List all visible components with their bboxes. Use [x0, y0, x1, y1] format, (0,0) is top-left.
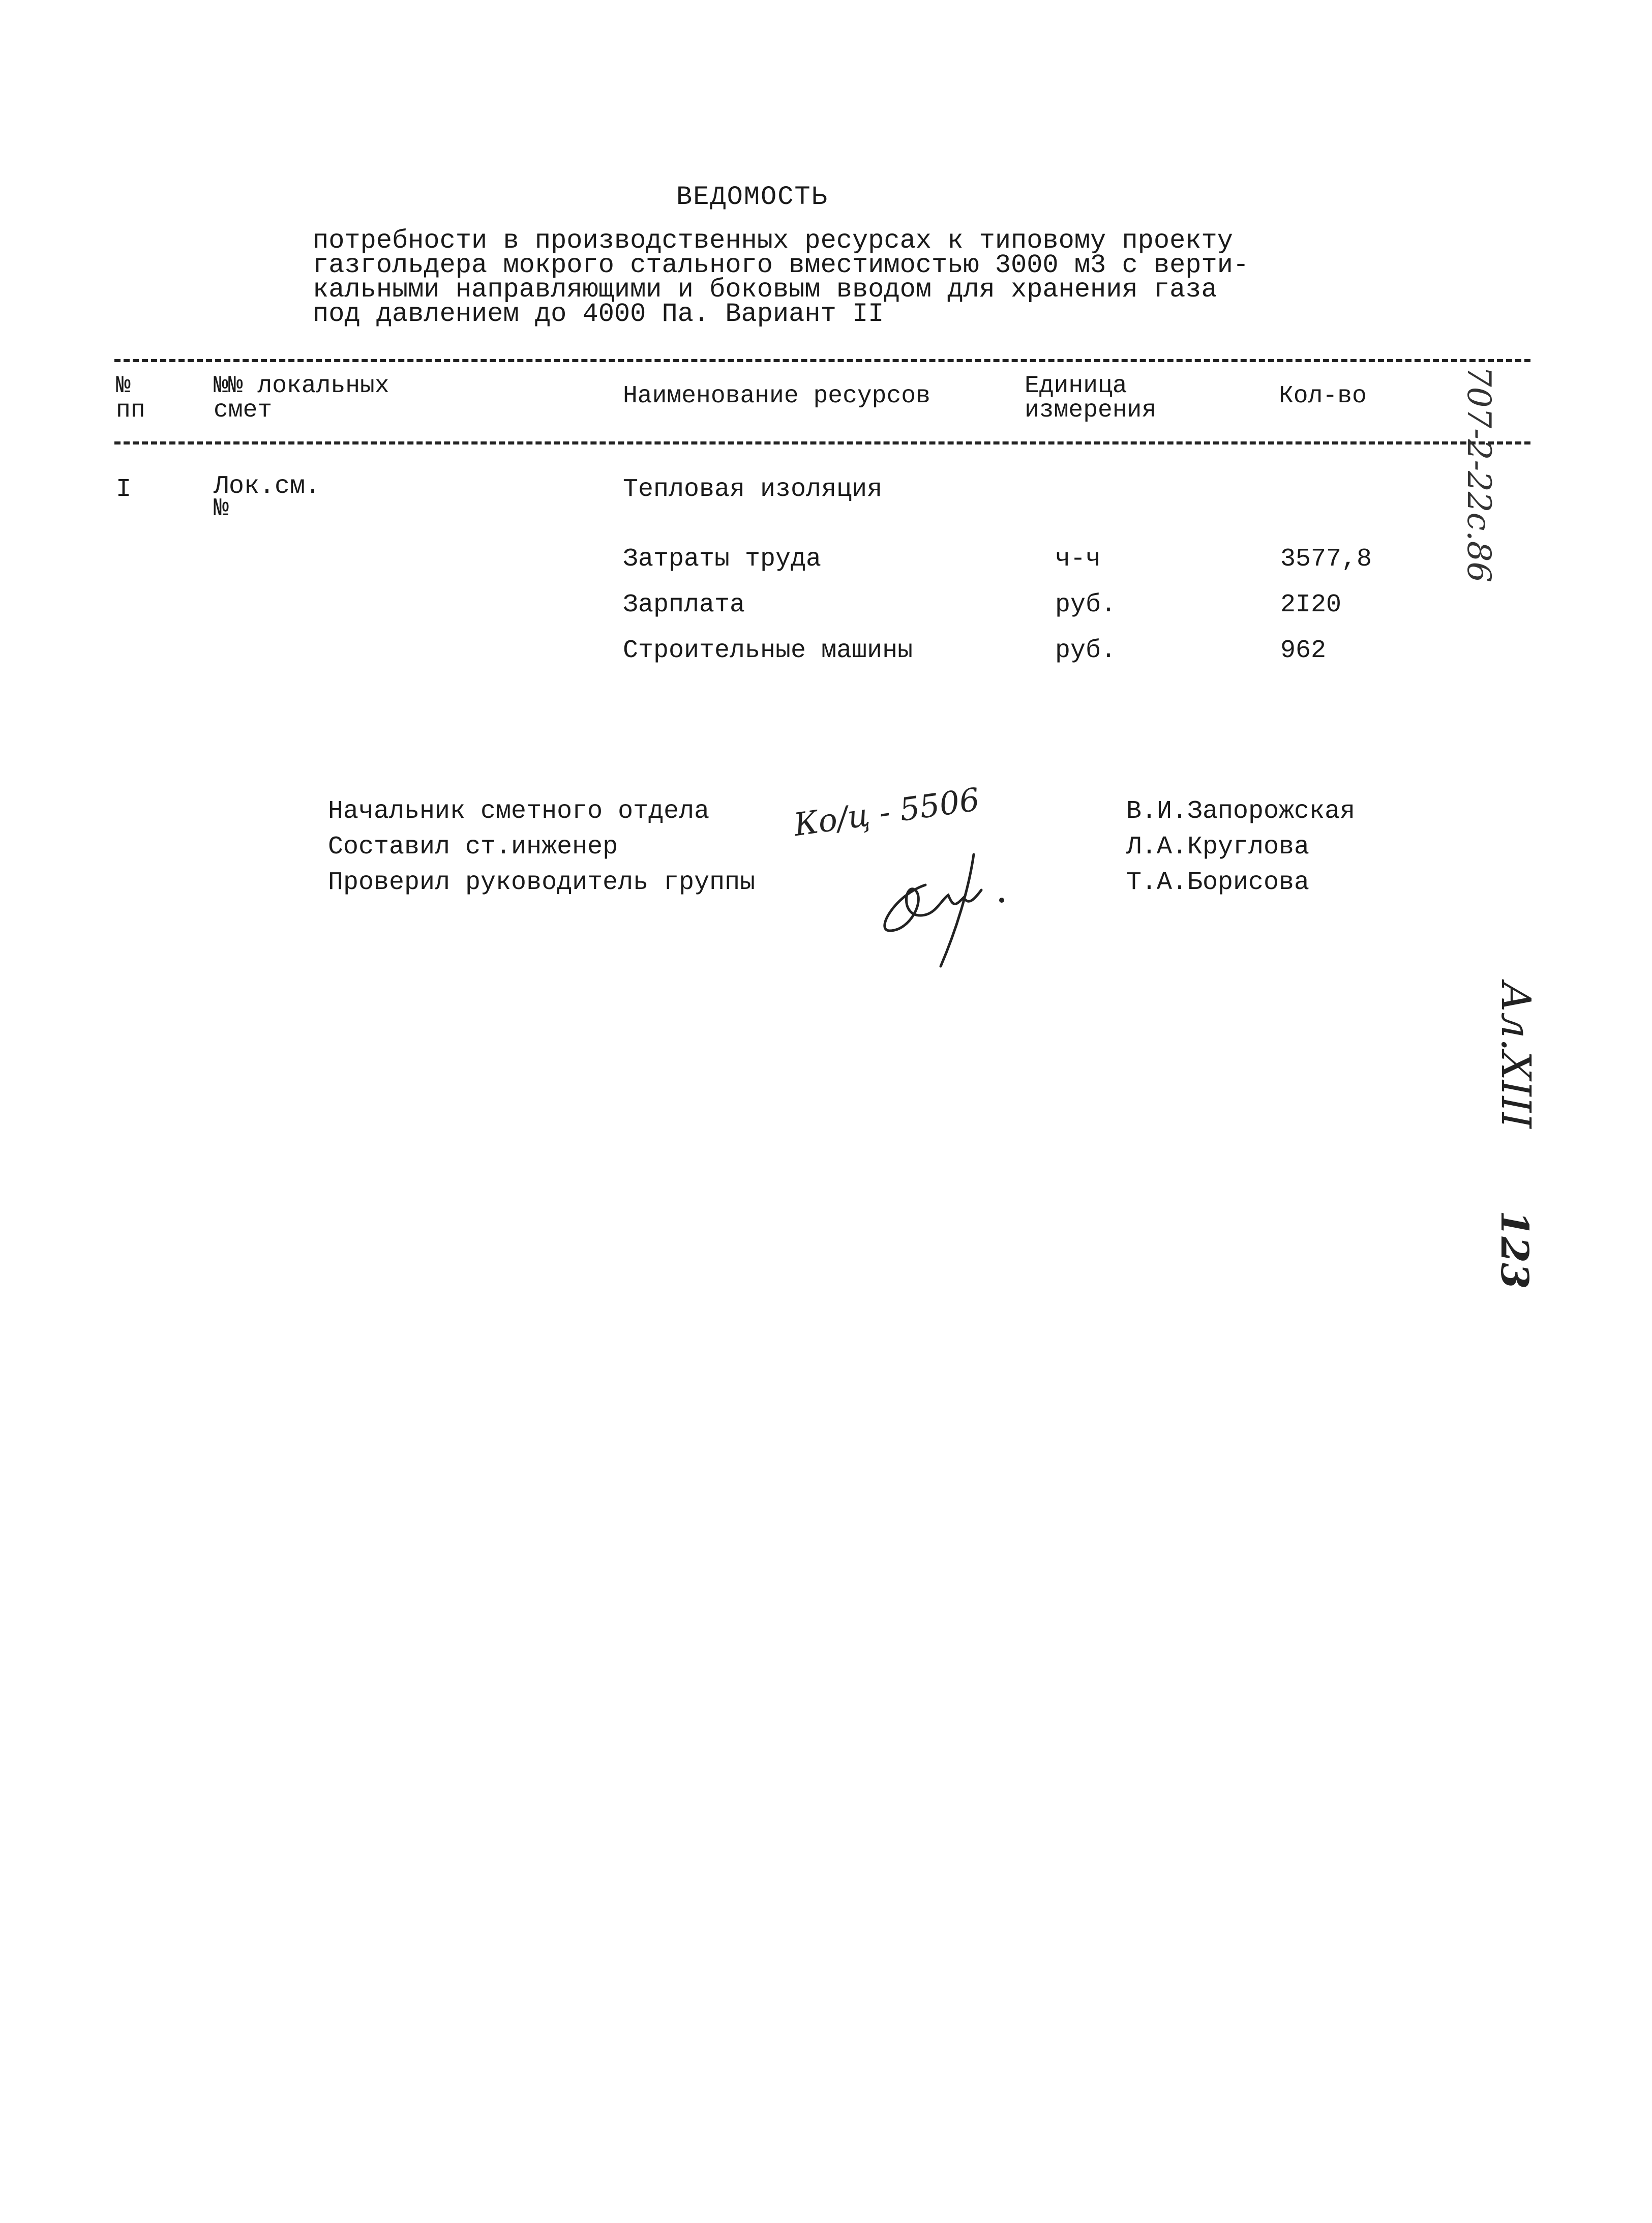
header-resource-name: Наименование ресурсов: [623, 382, 930, 410]
item-quantity: 962: [1280, 636, 1327, 665]
document-title: ВЕДОМОСТЬ: [676, 182, 828, 212]
header-num: № пп: [116, 372, 145, 424]
handwritten-note: Ко/ц - 5506: [791, 780, 982, 844]
signature-person: Т.А.Борисова: [1126, 868, 1310, 897]
margin-page-number: 123: [1492, 1210, 1536, 1289]
margin-project-code: 707-2-22с.86: [1460, 366, 1497, 583]
signature-role: Составил ст.инженер: [328, 833, 618, 862]
signature-person: Л.А.Круглова: [1126, 833, 1310, 862]
margin-sheet-label: Ал.XIII: [1492, 982, 1540, 1129]
signature-role: Проверил руководитель группы: [328, 868, 756, 897]
item-unit: руб.: [1055, 590, 1117, 619]
signature-person: В.И.Запорожская: [1126, 797, 1356, 826]
row-section-name: Тепловая изоляция: [623, 475, 883, 504]
document-subtitle: потребности в производственных ресурсах к типовому проекту газгольдера мокрого стального вместимостью 3000 м3 с верти- кальными направляющими и боковым вводом для хранения газа под давлением до 4000 Па. Вариант II: [313, 226, 1249, 329]
item-quantity: 2I20: [1280, 590, 1342, 619]
row-estimate: Лок.см. №: [214, 472, 321, 523]
item-name: Зарплата: [623, 590, 745, 619]
header-unit: Единица измерения: [1025, 372, 1157, 424]
item-name: Затраты труда: [623, 545, 822, 574]
item-unit: ч-ч: [1055, 545, 1101, 574]
header-quantity: Кол-во: [1279, 382, 1367, 410]
item-quantity: 3577,8: [1280, 545, 1372, 574]
table-header-rule: [114, 441, 1530, 444]
handwritten-signature: [864, 844, 1027, 971]
signature-role: Начальник сметного отдела: [328, 797, 710, 826]
table-top-rule: [114, 359, 1530, 362]
header-estimate: №№ локальных смет: [214, 372, 389, 424]
row-number: I: [116, 475, 132, 504]
item-unit: руб.: [1055, 636, 1117, 665]
item-name: Строительные машины: [623, 636, 913, 665]
